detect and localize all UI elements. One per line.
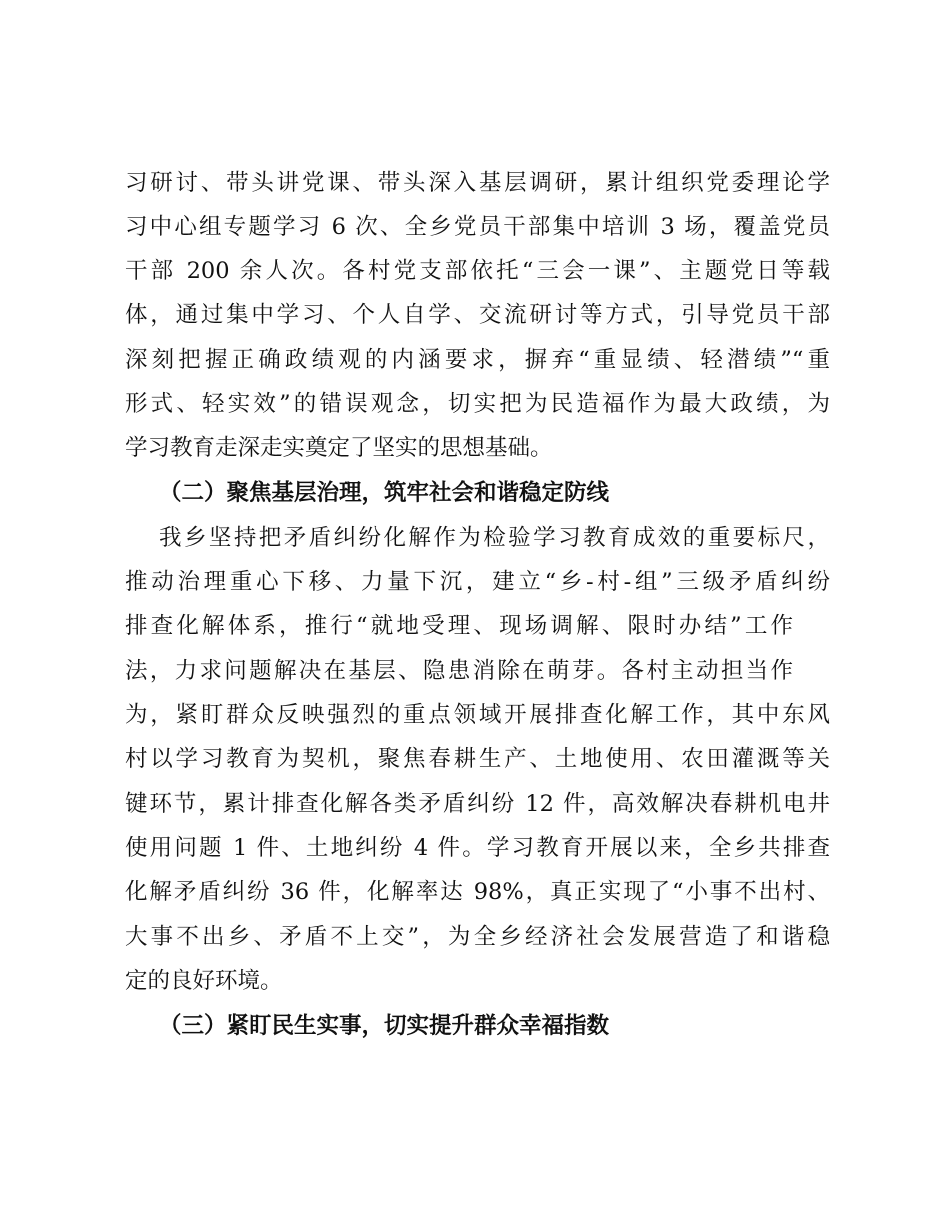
paragraph2-line-5: 为，紧盯群众反映强烈的重点领域开展排查化解工作，其中东风: [125, 702, 830, 728]
section-heading-2: （二）聚焦基层治理，筑牢社会和谐稳定防线: [159, 480, 610, 506]
paragraph2-line-3: 排查化解体系，推行“就地受理、现场调解、限时办结”工作: [125, 613, 793, 639]
paragraph1-line-7: 学习教育走深走实奠定了坚实的思想基础。: [125, 435, 553, 461]
paragraph2-line-1: 我乡坚持把矛盾纠纷化解作为检验学习教育成效的重要标尺，: [159, 525, 830, 551]
paragraph2-line-4: 法，力求问题解决在基层、隐患消除在萌芽。各村主动担当作: [125, 658, 793, 684]
paragraph2-line-10: 大事不出乡、矛盾不上交”，为全乡经济社会发展营造了和谐稳: [125, 924, 830, 950]
paragraph2-line-11: 定的良好环境。: [125, 968, 283, 994]
paragraph1-line-6: 形式、轻实效”的错误观念，切实把为民造福作为最大政绩，为: [125, 391, 830, 417]
paragraph1-line-3: 干部 200 余人次。各村党支部依托“三会一课”、主题党日等载: [125, 258, 830, 284]
paragraph1-line-5: 深刻把握正确政绩观的内涵要求，摒弃“重显绩、轻潜绩”“重: [125, 347, 830, 373]
paragraph1-line-1: 习研讨、带头讲党课、带头深入基层调研，累计组织党委理论学: [125, 170, 830, 196]
paragraph1-line-2: 习中心组专题学习 6 次、全乡党员干部集中培训 3 场，覆盖党员: [125, 214, 830, 240]
paragraph2-line-8: 使用问题 1 件、土地纠纷 4 件。学习教育开展以来，全乡共排查: [125, 835, 830, 861]
paragraph2-line-2: 推动治理重心下移、力量下沉，建立“乡-村-组”三级矛盾纠纷: [125, 569, 830, 595]
paragraph2-line-9: 化解矛盾纠纷 36 件，化解率达 98%，真正实现了“小事不出村、: [125, 879, 830, 905]
paragraph2-line-7: 键环节，累计排查化解各类矛盾纠纷 12 件，高效解决春耕机电井: [125, 791, 830, 817]
paragraph1-line-4: 体，通过集中学习、个人自学、交流研讨等方式，引导党员干部: [125, 302, 830, 328]
paragraph2-line-6: 村以学习教育为契机，聚焦春耕生产、土地使用、农田灌溉等关: [125, 746, 830, 772]
section-heading-3: （三）紧盯民生实事，切实提升群众幸福指数: [159, 1013, 610, 1039]
